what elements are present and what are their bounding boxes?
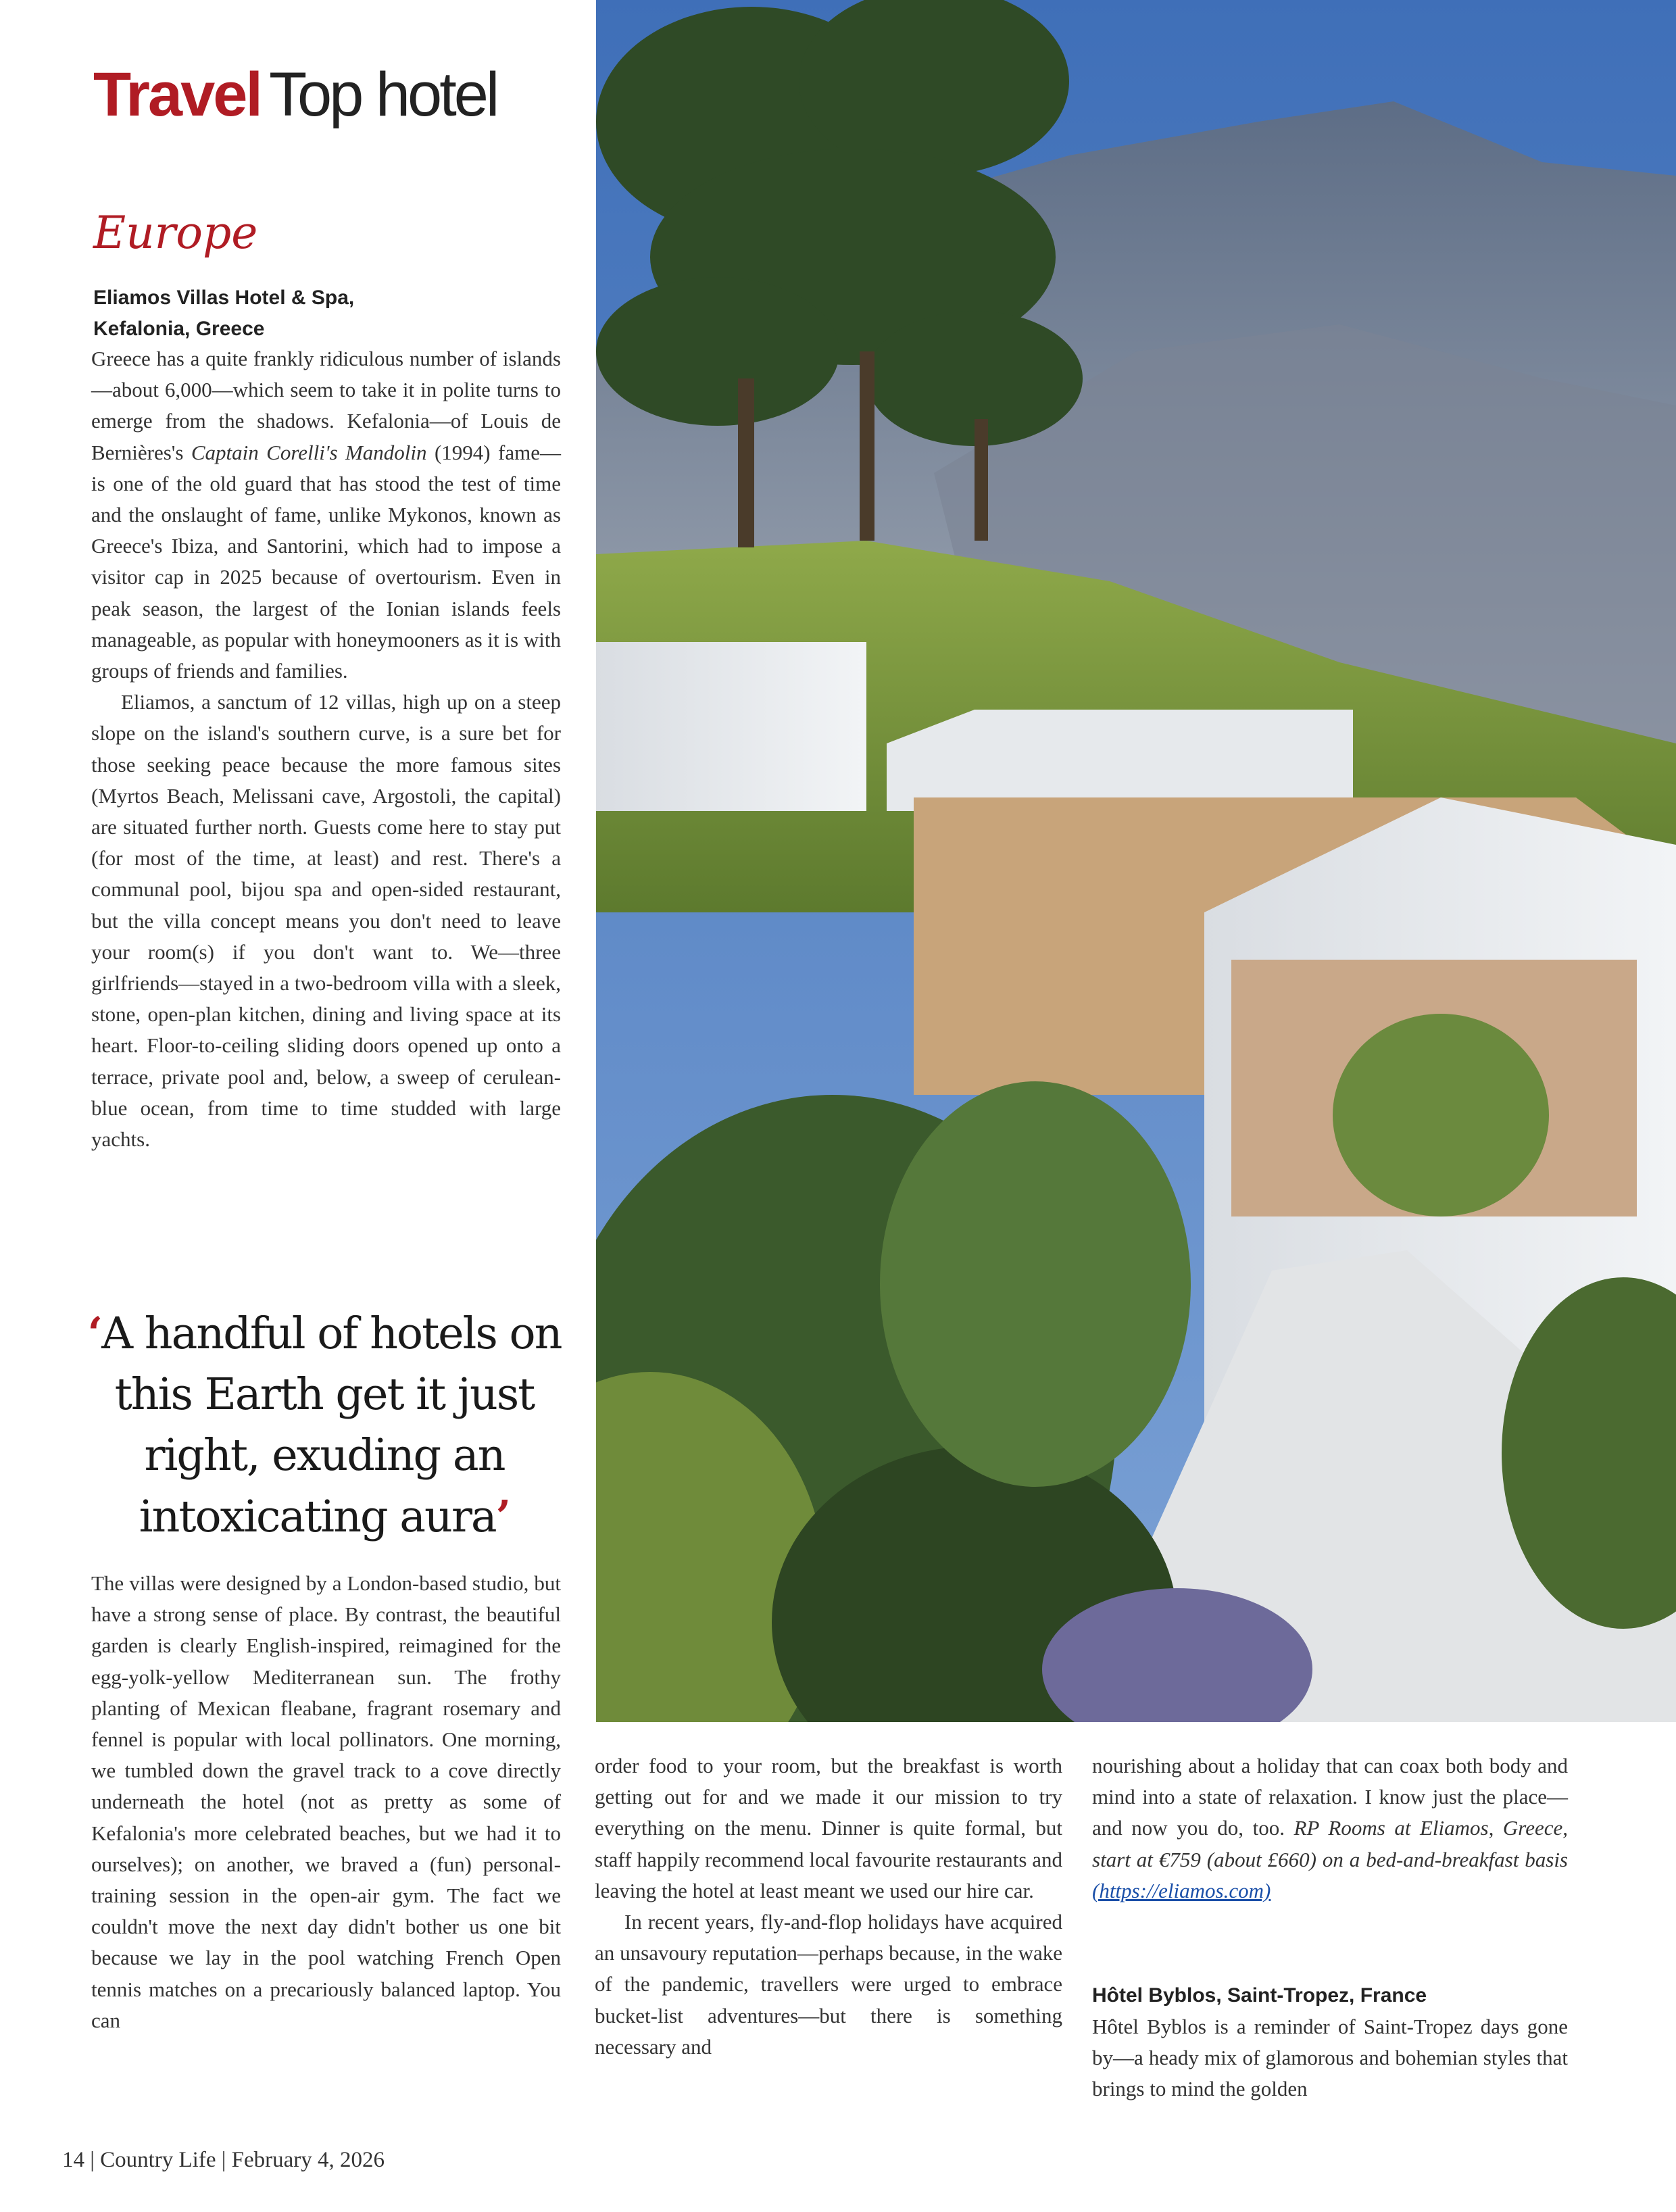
book-title: Captain Corelli's Mandolin bbox=[191, 440, 427, 464]
paragraph-conclusion: nourishing about a holiday that can coax both body and mind into a state of relaxation. I know just the place—and now you do, too. RP Rooms at Eliamos, Greece, start at €759 (about £660) on a bed-and-breakfast basis (https://eliamos.com) bbox=[1092, 1754, 1569, 1902]
hotel-name-byblos: Hôtel Byblos, Saint-Tropez, France bbox=[1092, 1984, 1427, 2007]
article-column-1-top bbox=[91, 343, 561, 1155]
section-topic: Top hotel bbox=[268, 60, 497, 129]
page-header bbox=[93, 59, 497, 130]
paragraph-villas: The villas were designed by a London-based studio, but have a strong sense of place. By contrast, the beautiful garden is clearly English-inspired, reimagined for the egg-yolk-yellow Mediterranean sun. The frothy planting of Mexican fleabane, fragrant rosemary and fennel is popular with local pollinators. One morning, we tumbled down the gravel track to a cove directly underneath the hotel (not as pretty as some of Kefalonia's more celebrated beaches, but we had it to ourselves); on another, we braved a (fun) personal-training session in the open-air gym. The fact we couldn't move the next day didn't bother us one bit because we lay in the pool watching French Open tennis matches on a precariously balanced laptop. You can bbox=[91, 1571, 561, 2032]
pull-quote-open: ‘ bbox=[87, 1308, 102, 1359]
hotel-website-link[interactable]: (https://eliamos.com) bbox=[1092, 1878, 1271, 1902]
hotel-name-line1: Eliamos Villas Hotel & Spa, bbox=[93, 287, 355, 309]
issue-date: February 4, 2026 bbox=[231, 2148, 385, 2172]
hotel-photo bbox=[596, 0, 1676, 1722]
article-column-3-byblos bbox=[1092, 2011, 1568, 2105]
region-heading: Europe bbox=[93, 207, 258, 259]
paragraph-eliamos: Eliamos, a sanctum of 12 villas, high up on a steep slope on the island's southern curve, is a sure bet for those seeking peace because the more famous sites (Myrtos Beach, Melissani cave, Argostoli, the capital) are situated further north. Guests come here to stay put (for most of the time, at least) and rest. There's a communal pool, bijou spa and open-sided restaurant, but the villa concept means you don't need to leave your room(s) if you don't want to. We—three girlfriends—stayed in a two-bedroom villa with a sleek, stone, open-plan kitchen, dining and living space at its heart. Floor-to-ceiling sliding doors opened up onto a terrace, private pool and, below, a sweep of cerulean-blue ocean, from time to time studded with large yachts. bbox=[91, 690, 561, 1152]
pull-quote-close: ’ bbox=[495, 1491, 510, 1542]
villa-landscape-illustration bbox=[596, 0, 1676, 1722]
footer-separator: | bbox=[90, 2148, 95, 2172]
page-footer bbox=[62, 2148, 385, 2173]
page-number: 14 bbox=[62, 2148, 84, 2172]
article-column-1-bottom bbox=[91, 1568, 561, 2036]
section-title: Travel bbox=[93, 60, 261, 129]
paragraph-breakfast: order food to your room, but the breakfast is worth getting out for and we made it our mission to try everything on the menu. Dinner is quite formal, but staff happily recommend local favourite restaurants and leaving the hotel at least meant we used our hire car. bbox=[595, 1754, 1062, 1902]
article-column-2 bbox=[595, 1750, 1062, 2063]
author-initials: RP bbox=[1293, 1816, 1319, 1840]
paragraph-byblos: Hôtel Byblos is a reminder of Saint-Tropez days gone by—a heady mix of glamorous and bohemian styles that brings to mind the golden bbox=[1092, 2015, 1568, 2101]
paragraph-holidays: In recent years, fly-and-flop holidays have acquired an unsavoury reputation—perhaps because, in the wake of the pandemic, travellers were urged to embrace bucket-list adventures—but there is something necessary and bbox=[595, 1910, 1062, 2059]
hotel-name-line2: Kefalonia, Greece bbox=[93, 318, 265, 340]
hotel-name-eliamos bbox=[93, 282, 580, 345]
footer-separator: | bbox=[221, 2148, 226, 2172]
article-column-3 bbox=[1092, 1750, 1568, 1907]
magazine-name: Country Life bbox=[100, 2148, 216, 2172]
room-rates: Rooms at Eliamos, Greece, start at €759 (about £660) on a bed-and-breakfast basis bbox=[1092, 1816, 1569, 1871]
paragraph-intro: Greece has a quite frankly ridiculous number of islands—about 6,000—which seem to take it in polite turns to emerge from the shadows. Kefalonia—of Louis de Bernières's Captain Corelli's Mandolin (1994) fame—is one of the old guard that has stood the test of time and the onslaught of fame, unlike Mykonos, known as Greece's Ibiza, and Santorini, which had to impose a visitor cap in 2025 because of overtourism. Even in peak season, the largest of the Ionian islands feels manageable, as popular with honeymooners as it is with groups of friends and families. bbox=[91, 347, 561, 683]
pull-quote-text: A handful of hotels on this Earth get it just right, exuding an intoxicating aura bbox=[101, 1308, 562, 1542]
pull-quote bbox=[81, 1303, 568, 1548]
